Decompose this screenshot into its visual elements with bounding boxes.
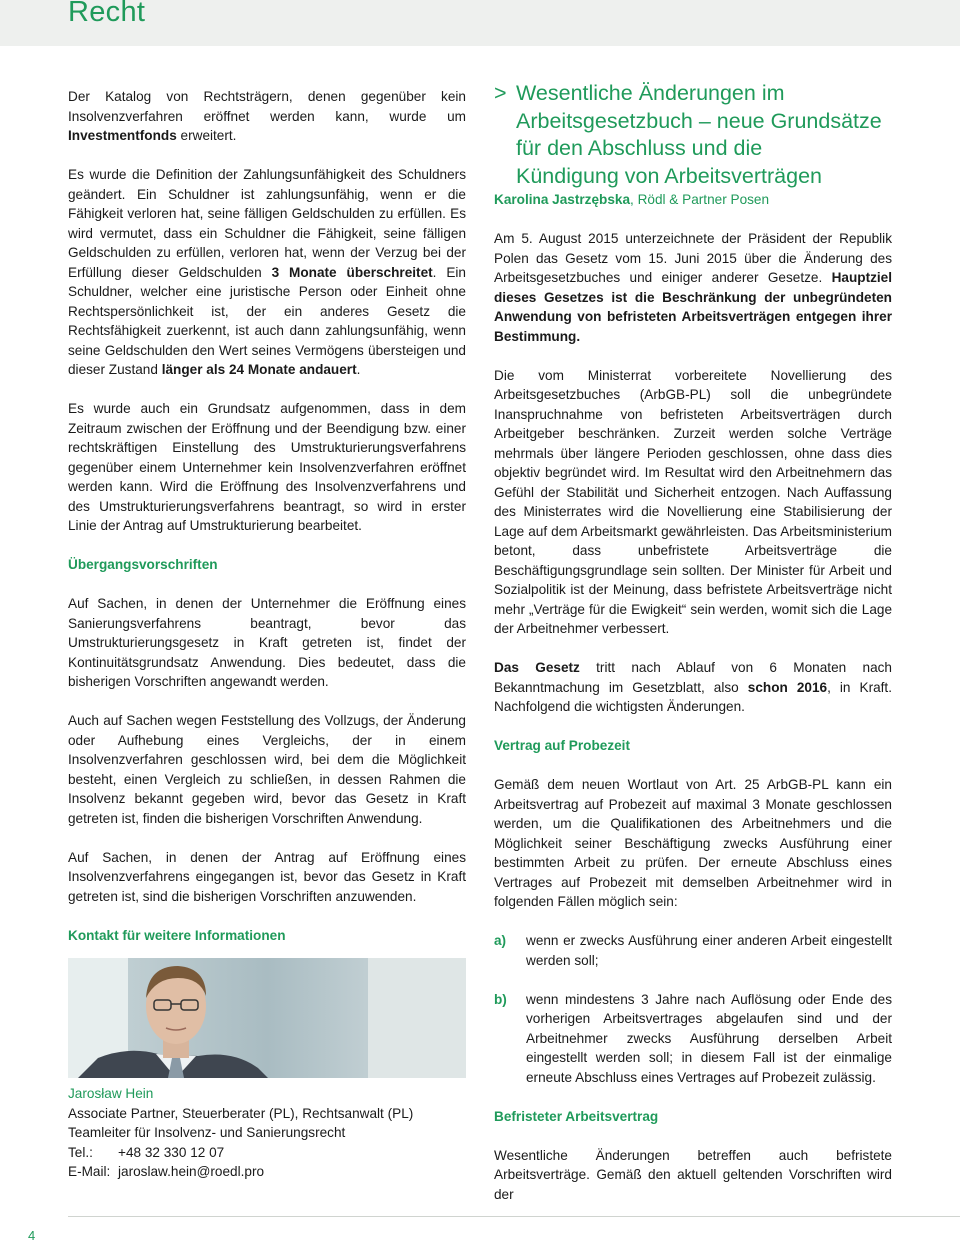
- list-label: b): [494, 991, 507, 1007]
- contact-role: Associate Partner, Steuerberater (PL), Rechtsanwalt (PL): [68, 1105, 414, 1121]
- contact-photo: [68, 958, 466, 1078]
- paragraph-probezeit: Gemäß dem neuen Wortlaut von Art. 25 ArbGB-PL kann ein Arbeitsvertrag auf Probezeit auf maximal 3 Monate geschlossen werden, um die Qualifikationen des Arbeitnehmers und die Möglichkeit seiner Beschäftigung zwecks Ausführung einer bestimmten Arbeit zu prüfen. Der erneute Abschluss eines Vertrages auf Probezeit mit demselben Arbeitnehmer wird in folgenden Fällen möglich sein:: [494, 777, 892, 909]
- list-item: [494, 931, 892, 970]
- list-label: a): [494, 933, 507, 948]
- list-text: wenn mindestens 3 Jahre nach Auflösung oder Ende des vorherigen Arbeitsvertrages abgelaufen sind und der Arbeitnehmer zwecks Ausführung derselben Arbeit eingestellt werden soll; in diesem Fall ist der einmalige erneute Abschluss eines Vertrages auf Probezeit zulässig.: [526, 991, 892, 1085]
- paragraph-katalog: Der Katalog von Rechtsträgern, denen gegenüber kein Insolvenzverfahren eröffnet werden kann, wurde um Investmentfonds erweitert.: [68, 89, 466, 143]
- contact-phone: [68, 1143, 466, 1163]
- arrow-icon: >: [494, 81, 507, 105]
- list-text: wenn er zwecks Ausführung einer anderen Arbeit eingestellt werden soll;: [526, 933, 892, 968]
- heading-kontakt: Kontakt für weitere Informationen: [68, 927, 286, 943]
- page-number: 4: [28, 1228, 36, 1243]
- left-column: [68, 87, 466, 1182]
- heading-uebergangsvorschriften: Übergangsvorschriften: [68, 557, 218, 572]
- heading-probezeit: Vertrag auf Probezeit: [494, 738, 630, 753]
- phone-label: Tel.:: [68, 1144, 93, 1160]
- paragraph-inkrafttreten: Das Gesetz tritt nach Ablauf von 6 Monaten nach Bekanntmachung im Gesetzblatt, also schon 2016, in Kraft. Nachfolgend die wichtigsten Änderungen.: [494, 660, 892, 714]
- contact-name: Jarosław Hein: [68, 1086, 154, 1101]
- paragraph-vergleich: Auch auf Sachen wegen Feststellung des Vollzugs, der Änderung oder Aufhebung eines Vergleichs, der in einem Insolvenzverfahren geschlossen wird, bei dem die Möglichkeit besteht, einen Vergleich zu schließen, in dessen Rahmen die Insolvenz bekannt gegeben wird, bevor das Gesetz in Kraft getreten ist, finden die bisherigen Vorschriften Anwendung.: [68, 713, 466, 826]
- paragraph-intro: Am 5. August 2015 unterzeichnete der Präsident der Republik Polen das Gesetz vom 15. Juni 2015 über die Änderung des Arbeitsgesetzbuches und einiger anderer Gesetze. Hauptziel dieses Gesetzes ist die Beschränkung der unbegründeten Anwendung von befristeten Arbeitsverträgen entgegen ihrer Bestimmung.: [494, 231, 892, 344]
- contact-email: [68, 1162, 466, 1182]
- paragraph-befristet: Wesentliche Änderungen betreffen auch befristete Arbeitsverträge. Gemäß den aktuell geltenden Vorschriften wird der: [494, 1147, 892, 1202]
- paragraph-novellierung: Die vom Ministerrat vorbereitete Novellierung des Arbeitsgesetzbuches (ArbGB-PL) soll die unbegründete Inanspruchnahme von befristeten Arbeitsverträgen durch Arbeitgeber beschränken. Zurzeit werden solche Verträge mehrmals über längere Perioden geschlossen, ohne dass dies objektiv begründet wird. Im Resultat wird den Arbeitnehmern das Gefühl der Stabilität und Sicherheit entzogen. Nach Auffassung des Ministerrates wird die Novellierung eine Stabilisierung der Lage auf dem Arbeitsmarkt gewährleisten. Das Arbeitsministerium betont, dass unbefristete Arbeitsverträge die Beschäftigungsgrundlage sein sollten. Der Minister für Arbeit und Sozialpolitik ist der Meinung, dass befristete Arbeitsverträge nicht mehr „Verträge für die Ewigkeit“ sein werden, womit sich die Lage der Arbeitnehmer verbessert.: [494, 367, 892, 636]
- email-link[interactable]: jaroslaw.hein@roedl.pro: [118, 1164, 265, 1179]
- contact-team: Teamleiter für Insolvenz- und Sanierungsrecht: [68, 1125, 346, 1140]
- heading-befristet: Befristeter Arbeitsvertrag: [494, 1108, 659, 1124]
- contact-block: [68, 1084, 466, 1182]
- footer-divider: [68, 1216, 960, 1217]
- section-title: Recht: [68, 0, 146, 28]
- paragraph-grundsatz: Es wurde auch ein Grundsatz aufgenommen, dass in dem Zeitraum zwischen der Eröffnung und der Beendigung bzw. einer rechtskräftigen Einstellung des Umstrukturierungsverfahrens gegenüber einem Unternehmer kein Insolvenzverfahren eröffnet werden kann. Wird die Eröffnung des Insolvenzverfahrens und des Umstrukturierungsverfahrens beantragt, so wird in erster Linie der Antrag auf Umstrukturierung bearbeitet.: [68, 401, 466, 533]
- portrait-image: [68, 958, 466, 1078]
- paragraph-zahlungsunfaehigkeit: Es wurde die Definition der Zahlungsunfähigkeit des Schuldners geändert. Ein Schuldner ist zahlungsunfähig, wenn er die Fähigkeit verloren hat, seine fälligen Geldschulden zu erfüllen. Es wird vermutet, dass ein Schuldner die Fähigkeit, seine fälligen Geldschulden zu erfüllen, verloren hat, wenn der Verzug bei der Erfüllung dieser Geldschulden 3 Monate überschreitet. Ein Schuldner, welcher eine juristische Person oder Einheit ohne Rechtspersönlichkeit ist, der ein anderes Gesetz die Rechtsfähigkeit zuerkennt, ist auch dann zahlungsunfähig, wenn seine Geldschulden den Wert seines Vermögens übersteigen und dieser Zustand länger als 24 Monate andauert.: [68, 167, 466, 377]
- email-label: E-Mail:: [68, 1164, 111, 1179]
- list-item: [494, 990, 892, 1088]
- page-header: [0, 0, 960, 46]
- article-title: > Wesentliche Änderungen im Arbeitsgesetzbuch – neue Grundsätze für den Abschluss und die Kündigung von Arbeitsverträgen: [494, 81, 882, 188]
- article-author: Karolina Jastrzębska, Rödl & Partner Posen: [494, 192, 770, 207]
- phone-value: +48 32 330 12 07: [118, 1144, 225, 1160]
- paragraph-sanierung: Auf Sachen, in denen der Unternehmer die Eröffnung eines Sanierungsverfahrens beantragt, bevor das Umstrukturierungsgesetz in Kraft getreten ist, findet der Kontinuitätsgrundsatz Anwendung. Dies bedeutet, dass die bisherigen Vorschriften angewandt werden.: [68, 596, 466, 689]
- right-column: [494, 80, 892, 1204]
- paragraph-antrag: Auf Sachen, in denen der Antrag auf Eröffnung eines Insolvenzverfahrens eingegangen ist, bevor das Gesetz in Kraft getreten ist, sind die bisherigen Vorschriften anzuwenden.: [68, 849, 466, 904]
